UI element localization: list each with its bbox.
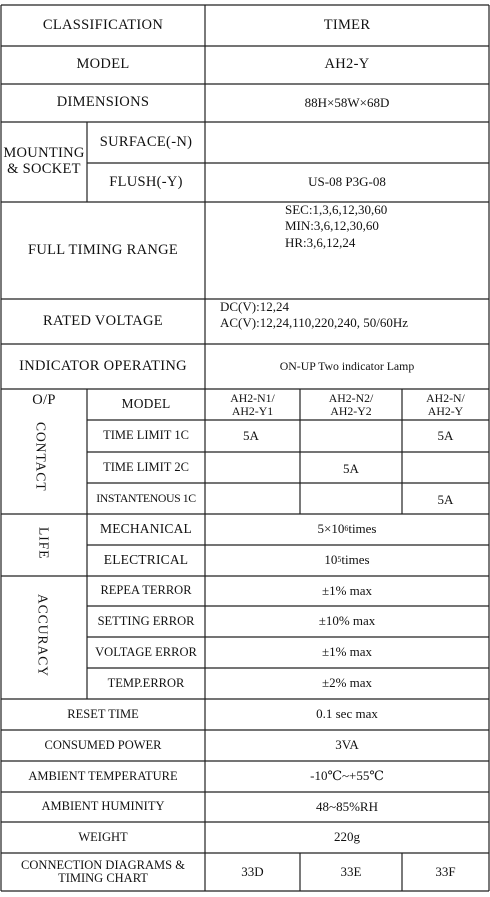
setting-error-label: SETTING ERROR (97, 613, 195, 628)
instantaneous-1c-value-3: 5A (437, 492, 454, 508)
ambient-humidity-value: 48~85%RH (316, 798, 378, 814)
connection-label (1, 853, 205, 891)
life-group-label: LIFE (36, 527, 52, 560)
reset-time-value: 0.1 sec max (316, 706, 378, 722)
contact-model-1-line2: AH2-Y1 (231, 403, 274, 418)
rated-voltage-values (205, 299, 489, 344)
dimensions-label: DIMENSIONS (56, 94, 150, 111)
indicator-value: ON-UP Two indicator Lamp (279, 359, 415, 374)
model-value: AH2-Y (324, 56, 370, 73)
time-limit-2c-value-3 (402, 452, 489, 483)
rated-voltage-label: RATED VOLTAGE (43, 312, 163, 329)
mounting-group-label (1, 122, 87, 202)
electrical-value-exponent: 5 (337, 555, 342, 565)
model-label: MODEL (76, 56, 130, 73)
timing-range-hr: HR:3,6,12,24 (285, 234, 356, 250)
time-limit-1c-value-1: 5A (243, 427, 259, 443)
surface-value (205, 122, 489, 163)
reset-time-label: RESET TIME (67, 706, 139, 721)
mechanical-label: MECHANICAL (100, 521, 192, 537)
ambient-temperature-label: AMBIENT TEMPERATURE (28, 768, 178, 783)
contact-op-label: O/P (32, 392, 56, 409)
connection-diagram-1: 33D (241, 863, 264, 879)
temp-error-label: TEMP.ERROR (107, 675, 185, 690)
mechanical-value-base: 5×10 (317, 521, 345, 537)
time-limit-2c-label: TIME LIMIT 2C (103, 459, 189, 474)
surface-label: SURFACE(-N) (99, 133, 193, 150)
voltage-error-label: VOLTAGE ERROR (95, 644, 197, 659)
contact-model-2-line1: AH2-N2/ (328, 390, 374, 405)
consumed-power-value: 3VA (335, 737, 359, 753)
flush-value: US-08 P3G-08 (308, 174, 386, 190)
weight-label: WEIGHT (78, 829, 128, 844)
timing-range-sec: SEC:1,3,6,12,30,60 (285, 202, 388, 217)
instantaneous-1c-value-1 (205, 483, 300, 514)
contact-model-3-line1: AH2-N/ (426, 390, 465, 405)
timing-range-min: MIN:3,6,12,30,60 (285, 218, 379, 234)
timing-range-values (205, 202, 489, 299)
classification-label: CLASSIFICATION (42, 16, 164, 33)
rated-voltage-dc: DC(V):12,24 (220, 299, 289, 314)
contact-model-2-line2: AH2-Y2 (330, 403, 372, 418)
flush-label: FLUSH(-Y) (109, 173, 183, 190)
connection-label-line1: CONNECTION DIAGRAMS & (21, 857, 185, 872)
dimensions-value: 88H×58W×68D (304, 94, 390, 110)
voltage-error-value: ±1% max (321, 644, 373, 660)
setting-error-value: ±10% max (318, 613, 376, 629)
instantaneous-1c-value-2 (300, 483, 402, 514)
time-limit-1c-label: TIME LIMIT 1C (103, 428, 189, 443)
mechanical-value-unit: times (348, 521, 377, 537)
indicator-label: INDICATOR OPERATING (19, 357, 187, 374)
timing-range-label: FULL TIMING RANGE (27, 241, 179, 258)
rated-voltage-ac: AC(V):12,24,110,220,240, 50/60Hz (220, 315, 409, 331)
electrical-value (205, 545, 489, 576)
instantaneous-1c-label: INSTANTENOUS 1C (96, 491, 196, 506)
weight-value: 220g (334, 829, 360, 845)
mounting-label-line1: MOUNTING (3, 145, 85, 162)
electrical-label: ELECTRICAL (103, 552, 189, 568)
contact-model-1 (205, 389, 300, 420)
ambient-humidity-label: AMBIENT HUMINITY (41, 799, 165, 814)
contact-model-label: MODEL (121, 396, 171, 412)
contact-model-1-line1: AH2-N1/ (230, 390, 275, 405)
repeat-error-label: REPEA TERROR (100, 583, 192, 598)
time-limit-1c-value-3: 5A (437, 427, 454, 443)
contact-model-2 (300, 389, 402, 420)
electrical-value-unit: times (341, 552, 370, 568)
time-limit-2c-value-1 (205, 452, 300, 483)
time-limit-1c-value-2 (300, 420, 402, 452)
connection-diagram-2: 33E (340, 863, 362, 879)
contact-model-3-line2: AH2-Y (427, 403, 464, 418)
repeat-error-value: ±1% max (321, 582, 373, 598)
contact-group-label: CONTACT (33, 422, 49, 492)
contact-model-3 (402, 389, 489, 420)
ambient-temperature-value: -10℃~+55℃ (310, 768, 384, 784)
classification-value: TIMER (323, 16, 371, 33)
connection-label-line2: TIMING CHART (58, 871, 148, 885)
temp-error-value: ±2% max (321, 675, 373, 691)
consumed-power-label: CONSUMED POWER (44, 737, 162, 752)
mechanical-value (205, 514, 489, 545)
time-limit-2c-value-2: 5A (343, 461, 359, 477)
connection-diagram-3: 33F (435, 863, 456, 879)
mounting-label-line2: & SOCKET (7, 161, 81, 177)
electrical-value-base: 10 (324, 552, 338, 568)
mechanical-value-exponent: 6 (344, 524, 349, 534)
accuracy-group-label: ACCURACY (35, 594, 51, 678)
